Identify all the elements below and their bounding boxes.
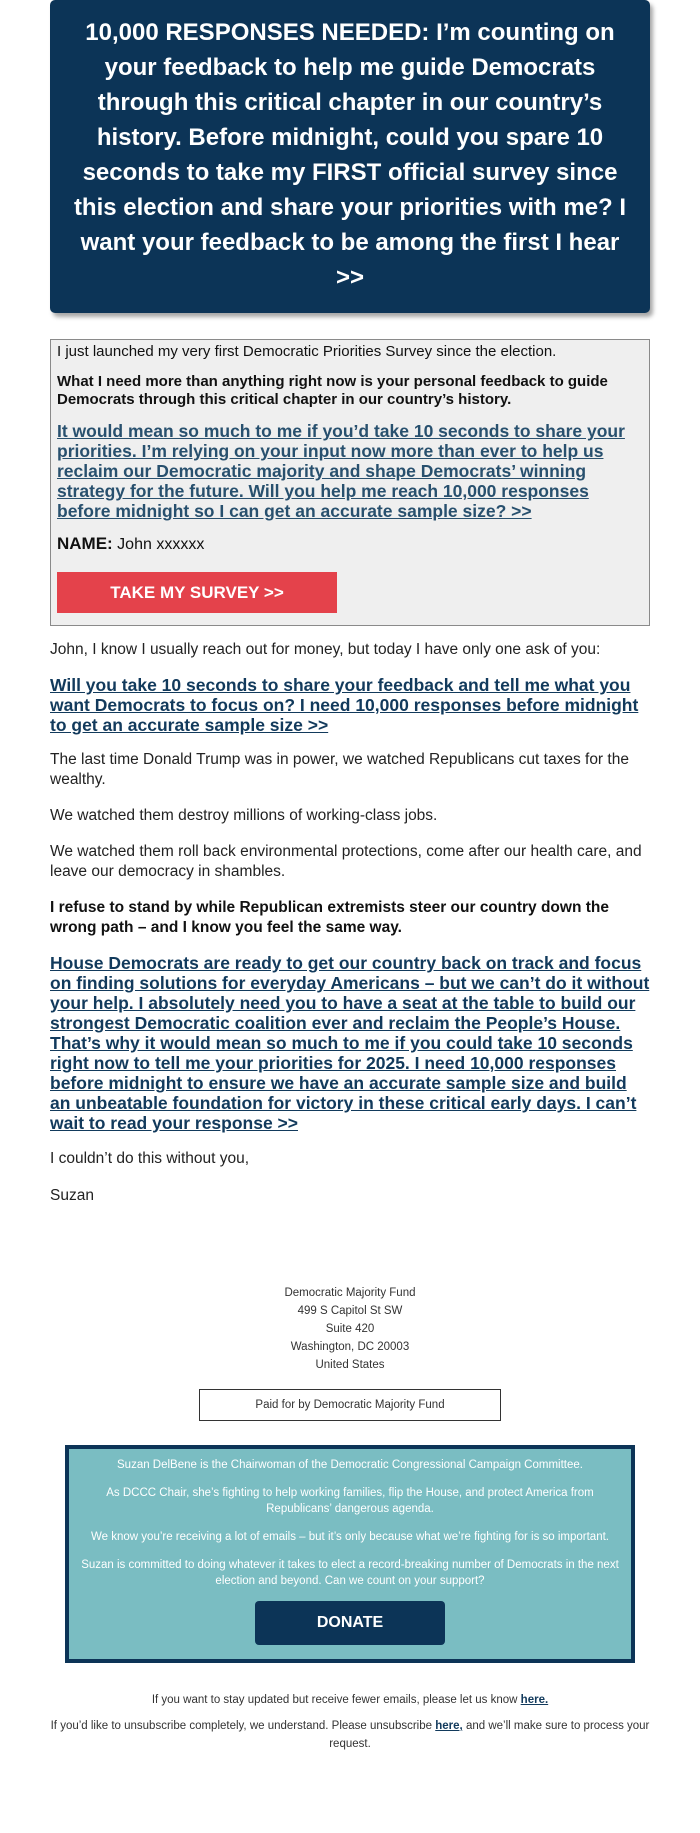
unsubscribe-line <box>50 1717 650 1753</box>
headline-banner[interactable]: 10,000 RESPONSES NEEDED: I’m counting on your feedback to help me guide Democrats through this critical chapter in our country’s history. Before midnight, could you spare 10 seconds to take my FIRST official survey since this election and share your priorities with me? I want your feedback to be among the first I hear >> <box>50 0 650 313</box>
footer-org: Democratic Majority Fund <box>284 1287 416 1299</box>
closing-line: I couldn’t do this without you, <box>50 1150 250 1167</box>
body-paragraph-1: John, I know I usually reach out for money, but today I have only one ask of you: <box>50 641 601 658</box>
fewer-emails-text: If you want to stay updated but receive fewer emails, please let us know <box>151 1694 518 1706</box>
fewer-emails-link[interactable]: here. <box>520 1694 549 1706</box>
teal-paragraph-3: We know you’re receiving a lot of emails – but it’s only because what we’re fighting for is so important. <box>91 1531 609 1543</box>
footer-country: United States <box>315 1359 385 1371</box>
survey-box <box>50 339 650 626</box>
body-paragraph-3: We watched them destroy millions of working-class jobs. <box>50 807 438 824</box>
paid-for-disclaimer: Paid for by Democratic Majority Fund <box>199 1389 501 1421</box>
body-link-2[interactable]: House Democrats are ready to get our country back on track and focus on finding solutions for everyday Americans – but we can’t do it without your help. I absolutely need you to have a seat at the table to build our strongest Democratic coalition ever and reclaim the People’s House. That’s why it would mean so much to me if you could take 10 seconds right now to tell me your priorities for 2025. I need 10,000 responses before midnight to ensure we have an accurate sample size and build an unbeatable foundation for victory in these critical early days. I can’t wait to read your response >> <box>50 953 650 1133</box>
donate-button[interactable]: DONATE <box>255 1601 445 1645</box>
teal-paragraph-4: Suzan is committed to doing whatever it takes to elect a record-breaking number of Democrats in the next election and beyond. Can we count on your support? <box>81 1559 619 1587</box>
name-row <box>57 533 643 556</box>
name-label: NAME: <box>57 534 113 553</box>
unsubscribe-text-2: and we’ll make sure to process your request. <box>329 1720 650 1750</box>
signature: Suzan <box>50 1187 94 1204</box>
dccc-info-box <box>65 1445 635 1663</box>
body-paragraph-2: The last time Donald Trump was in power, we watched Republicans cut taxes for the wealthy. <box>50 751 629 788</box>
footer-suite: Suite 420 <box>325 1323 375 1335</box>
teal-paragraph-2: As DCCC Chair, she’s fighting to help working families, flip the House, and protect America from Republicans’ dangerous agenda. <box>106 1487 594 1515</box>
fewer-emails-line <box>50 1691 650 1709</box>
survey-bold-text: What I need more than anything right now is your personal feedback to guide Democrats through this critical chapter in our country’s history. <box>57 373 608 408</box>
body-link-1[interactable]: Will you take 10 seconds to share your feedback and tell me what you want Democrats to focus on? I need 10,000 responses before midnight to get an accurate sample size >> <box>50 675 639 735</box>
body-paragraph-4: We watched them roll back environmental protections, come after our health care, and leave our democracy in shambles. <box>50 843 642 880</box>
take-survey-button[interactable]: TAKE MY SURVEY >> <box>57 572 337 613</box>
footer-city: Washington, DC 20003 <box>290 1341 410 1353</box>
name-value: John xxxxxx <box>117 536 205 553</box>
unsubscribe-link[interactable]: here, <box>435 1720 463 1732</box>
survey-intro: I just launched my very first Democratic Priorities Survey since the election. <box>57 343 557 360</box>
teal-paragraph-1: Suzan DelBene is the Chairwoman of the Democratic Congressional Campaign Committee. <box>117 1459 583 1471</box>
footer-address <box>50 1284 650 1374</box>
unsubscribe-text: If you’d like to unsubscribe completely, we understand. Please unsubscribe <box>50 1720 433 1732</box>
survey-link[interactable]: It would mean so much to me if you’d take 10 seconds to share your priorities. I’m relying on your input now more than ever to help us reclaim our Democratic majority and shape Democrats’ winning strategy for the future. Will you help me reach 10,000 responses before midnight so I can get an accurate sample size? >> <box>57 421 625 521</box>
email-content <box>50 0 650 1753</box>
footer-street: 499 S Capitol St SW <box>297 1305 403 1317</box>
body-paragraph-5: I refuse to stand by while Republican extremists steer our country down the wrong path – and I know you feel the same way. <box>50 899 609 936</box>
